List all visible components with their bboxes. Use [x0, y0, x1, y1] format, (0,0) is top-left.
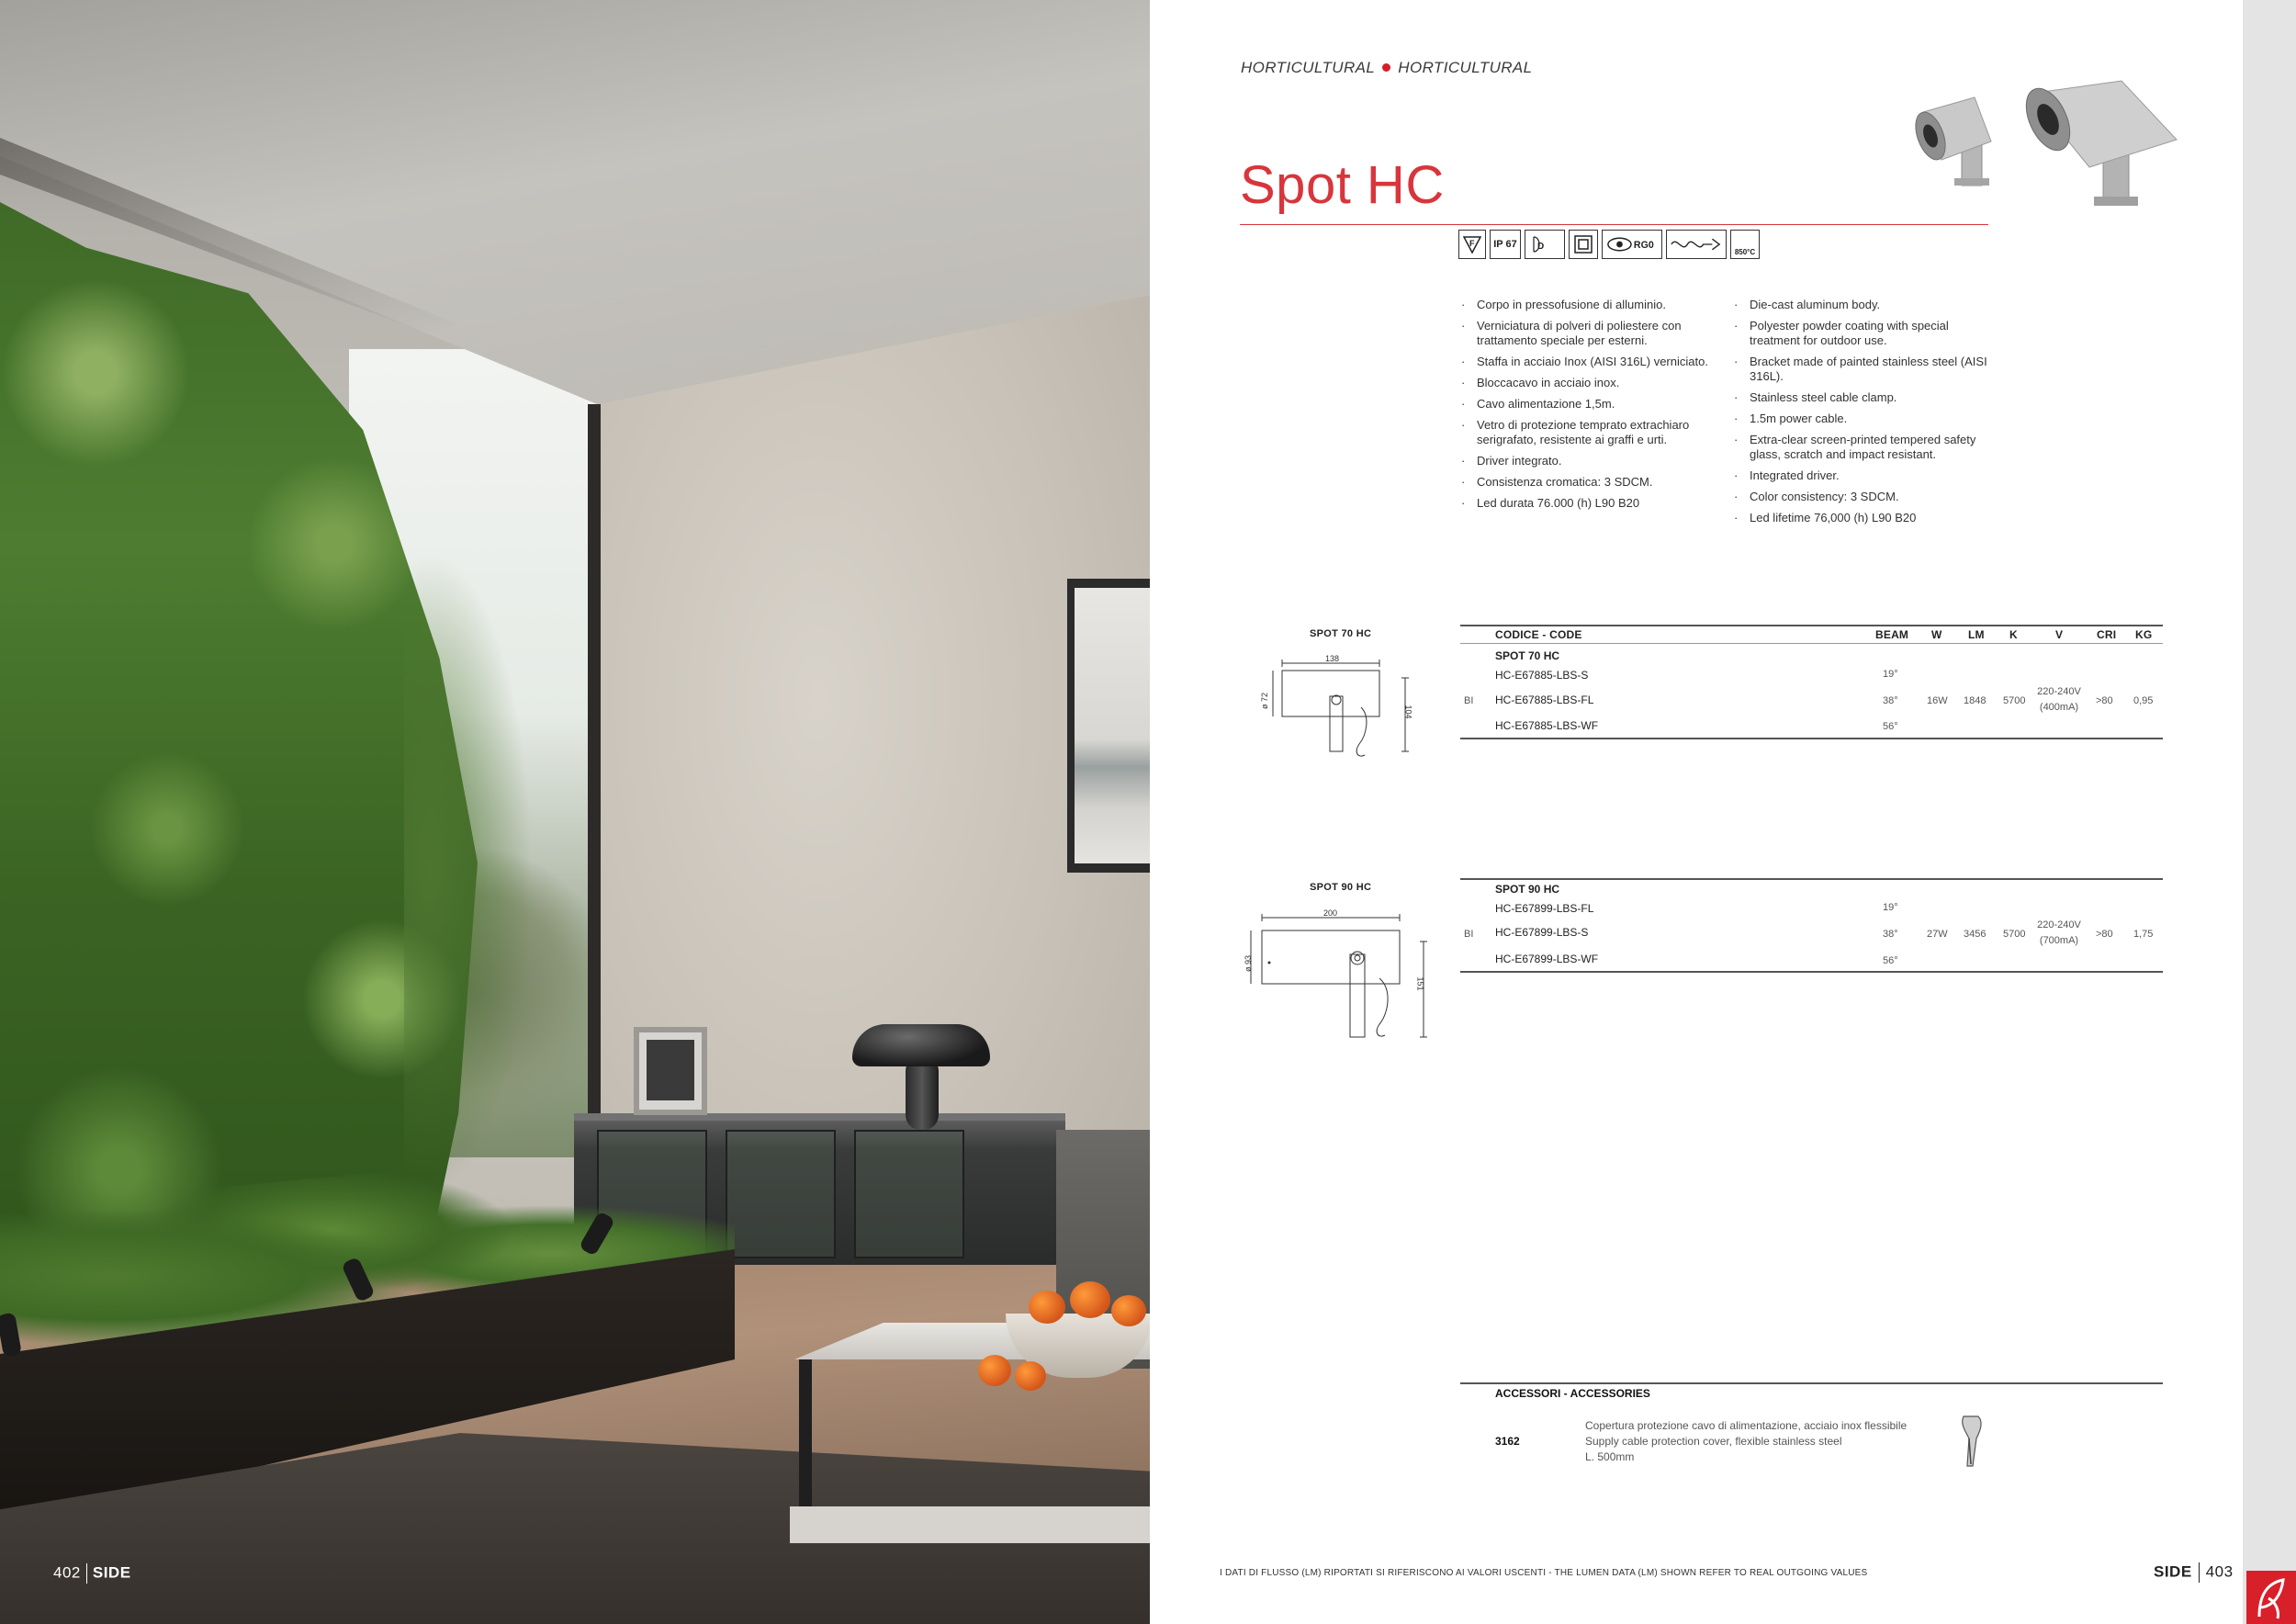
lumen: 3456 — [1964, 929, 1986, 940]
separator — [86, 1563, 87, 1584]
page-number: 402 — [53, 1563, 81, 1582]
feature-item: · Bloccacavo in acciaio inox. — [1458, 376, 1725, 390]
sideboard-door — [726, 1130, 836, 1258]
feature-item: · Stainless steel cable clamp. — [1731, 390, 1998, 405]
feature-item: · Die-cast aluminum body. — [1731, 298, 1998, 312]
color-code: BI — [1464, 695, 1474, 706]
header-kg: KG — [2135, 628, 2153, 641]
dimension-height: 151 — [1415, 976, 1425, 991]
table-lamp-shade — [852, 1024, 990, 1066]
window-frame — [588, 404, 601, 1176]
accessories-title: ACCESSORI - ACCESSORIES — [1495, 1387, 1650, 1400]
feature-item: · Verniciatura di polveri di poliestere con trattamento speciale per esterni. — [1458, 319, 1725, 348]
lumen: 1848 — [1964, 695, 1986, 706]
cri: >80 — [2096, 695, 2113, 706]
current: (700mA) — [2039, 935, 2079, 946]
feature-item: · Driver integrato. — [1458, 454, 1725, 468]
accessory-length: L. 500mm — [1585, 1450, 1635, 1463]
beam-value: 38° — [1883, 695, 1898, 706]
certification-icons — [1458, 230, 1760, 261]
right-page-number — [2154, 1562, 2234, 1583]
header-rule — [1460, 643, 2163, 644]
header-beam: BEAM — [1875, 628, 1909, 641]
accessories-rule — [1460, 1382, 2163, 1384]
header-k: K — [2009, 628, 2018, 641]
group-title: SPOT 90 HC — [1495, 883, 1560, 896]
persimmon — [1015, 1361, 1046, 1391]
class-ii-icon — [1569, 230, 1598, 259]
category-label — [1241, 59, 1533, 77]
brand-name: SIDE — [2154, 1562, 2192, 1581]
feature-item: · 1.5m power cable. — [1731, 412, 1998, 426]
wattage: 16W — [1927, 695, 1948, 706]
features-list-it — [1458, 298, 1725, 517]
vertical-garden-edge — [404, 551, 533, 1194]
coffee-table-shelf — [790, 1506, 1150, 1543]
accessory-code: 3162 — [1495, 1435, 1520, 1448]
persimmon — [978, 1355, 1011, 1386]
feature-item: · Color consistency: 3 SDCM. — [1731, 490, 1998, 504]
header-code: CODICE - CODE — [1495, 628, 1582, 641]
kelvin: 5700 — [2003, 929, 2026, 940]
brand-logo — [2246, 1571, 2296, 1624]
feature-item: · Polyester powder coating with special treatment for outdoor use. — [1731, 319, 1998, 348]
feature-item: · Vetro di protezione temprato extrachiaro serigrafato, resistente ai graffi e urti. — [1458, 418, 1725, 447]
product-title: Spot HC — [1240, 155, 1445, 215]
product-code: HC-E67899-LBS-WF — [1495, 953, 1599, 965]
svg-text:F: F — [1469, 239, 1475, 248]
weight: 0,95 — [2133, 695, 2154, 706]
persimmon — [1029, 1291, 1065, 1324]
dimension-diameter: ø 93 — [1244, 954, 1254, 973]
drawing-label-spot90: SPOT 90 HC — [1310, 882, 1372, 893]
product-code: HC-E67885-LBS-FL — [1495, 694, 1594, 706]
spot-90-render — [2018, 81, 2177, 206]
title-divider — [1240, 224, 1988, 225]
product-code: HC-E67899-LBS-FL — [1495, 902, 1594, 915]
svg-text:D: D — [1537, 242, 1545, 252]
ip67-icon: IP 67 — [1490, 230, 1521, 259]
cable-cover-icon — [1956, 1411, 1987, 1472]
dimmable-icon — [1525, 230, 1565, 259]
class-f-icon — [1458, 230, 1486, 259]
product-code: HC-E67885-LBS-WF — [1495, 719, 1599, 732]
dimension-height: 104 — [1403, 705, 1413, 719]
dimension-diameter: ø 72 — [1260, 692, 1270, 710]
table-bottom-rule — [1460, 738, 2163, 739]
leaf-logo-icon — [2246, 1571, 2296, 1624]
beam-value: 56° — [1883, 955, 1898, 966]
temperature-icon: 850°C — [1730, 230, 1760, 259]
red-dot-icon — [1382, 63, 1390, 72]
rg0-eye-icon — [1602, 230, 1662, 259]
cri: >80 — [2096, 929, 2113, 940]
table-top-rule — [1460, 625, 2163, 626]
product-code: HC-E67885-LBS-S — [1495, 669, 1589, 682]
header-cri: CRI — [2097, 628, 2117, 641]
spot90-drawing — [1242, 905, 1435, 1043]
svg-text:RG0: RG0 — [1633, 239, 1654, 251]
accessory-desc-it: Copertura protezione cavo di alimentazione, acciaio inox flessibile — [1585, 1419, 1908, 1432]
accessory-desc-en: Supply cable protection cover, flexible stainless steel — [1585, 1435, 1842, 1448]
left-page-number — [53, 1563, 131, 1584]
header-v: V — [2055, 628, 2064, 641]
header-w: W — [1931, 628, 1942, 641]
beam-value: 19° — [1883, 902, 1898, 913]
beam-value: 19° — [1883, 669, 1898, 680]
separator — [2199, 1562, 2200, 1583]
table-top-rule — [1460, 878, 2163, 880]
weight: 1,75 — [2133, 929, 2154, 940]
table-bottom-rule — [1460, 971, 2163, 973]
product-code: HC-E67899-LBS-S — [1495, 926, 1589, 939]
feature-item: · Integrated driver. — [1731, 468, 1998, 483]
accessory-description — [1585, 1418, 1934, 1465]
current: (400mA) — [2039, 702, 2079, 713]
wattage: 27W — [1927, 929, 1948, 940]
persimmon — [1070, 1281, 1110, 1318]
persimmon — [1111, 1295, 1146, 1326]
beam-value: 38° — [1883, 929, 1898, 940]
footer-note: I DATI DI FLUSSO (LM) RIPORTATI SI RIFERISCONO AI VALORI USCENTI - THE LUMEN DATA (LM) SHOWN REFER TO REAL OUTGOING VALUES — [1220, 1568, 1868, 1578]
feature-item: · Led durata 76.000 (h) L90 B20 — [1458, 496, 1725, 511]
feature-item: · Bracket made of painted stainless steel (AISI 316L). — [1731, 355, 1998, 384]
drawing-label-spot70: SPOT 70 HC — [1310, 628, 1372, 639]
header-lm: LM — [1968, 628, 1985, 641]
brand-name: SIDE — [92, 1563, 131, 1582]
wall-painting-canvas — [1075, 588, 1150, 863]
group-title: SPOT 70 HC — [1495, 649, 1560, 662]
feature-item: · Corpo in pressofusione di alluminio. — [1458, 298, 1725, 312]
beam-value: 56° — [1883, 721, 1898, 732]
feature-item: · Led lifetime 76,000 (h) L90 B20 — [1731, 511, 1998, 525]
kelvin: 5700 — [2003, 695, 2026, 706]
feature-item: · Staffa in acciaio Inox (AISI 316L) verniciato. — [1458, 355, 1725, 369]
dimension-width: 138 — [1325, 654, 1340, 663]
photo-frame-picture — [647, 1040, 694, 1100]
sideboard-door — [854, 1130, 964, 1258]
margin-strip — [2243, 0, 2296, 1624]
spot-70-render — [1910, 97, 1991, 186]
voltage: 220-240V — [2037, 686, 2081, 697]
product-render — [1910, 75, 2186, 222]
category-it: HORTICULTURAL — [1241, 59, 1376, 76]
spot70-drawing — [1258, 652, 1424, 772]
feature-item: · Extra-clear screen-printed tempered safety glass, scratch and impact resistant. — [1731, 433, 1998, 462]
dimension-width: 200 — [1323, 908, 1338, 918]
page-number: 403 — [2205, 1562, 2234, 1581]
power-wave-icon — [1666, 230, 1727, 259]
voltage: 220-240V — [2037, 919, 2081, 930]
color-code: BI — [1464, 929, 1474, 940]
features-list-en — [1731, 298, 1998, 532]
feature-item: · Cavo alimentazione 1,5m. — [1458, 397, 1725, 412]
feature-item: · Consistenza cromatica: 3 SDCM. — [1458, 475, 1725, 490]
category-en: HORTICULTURAL — [1398, 59, 1533, 76]
table-lamp-base — [906, 1056, 939, 1130]
